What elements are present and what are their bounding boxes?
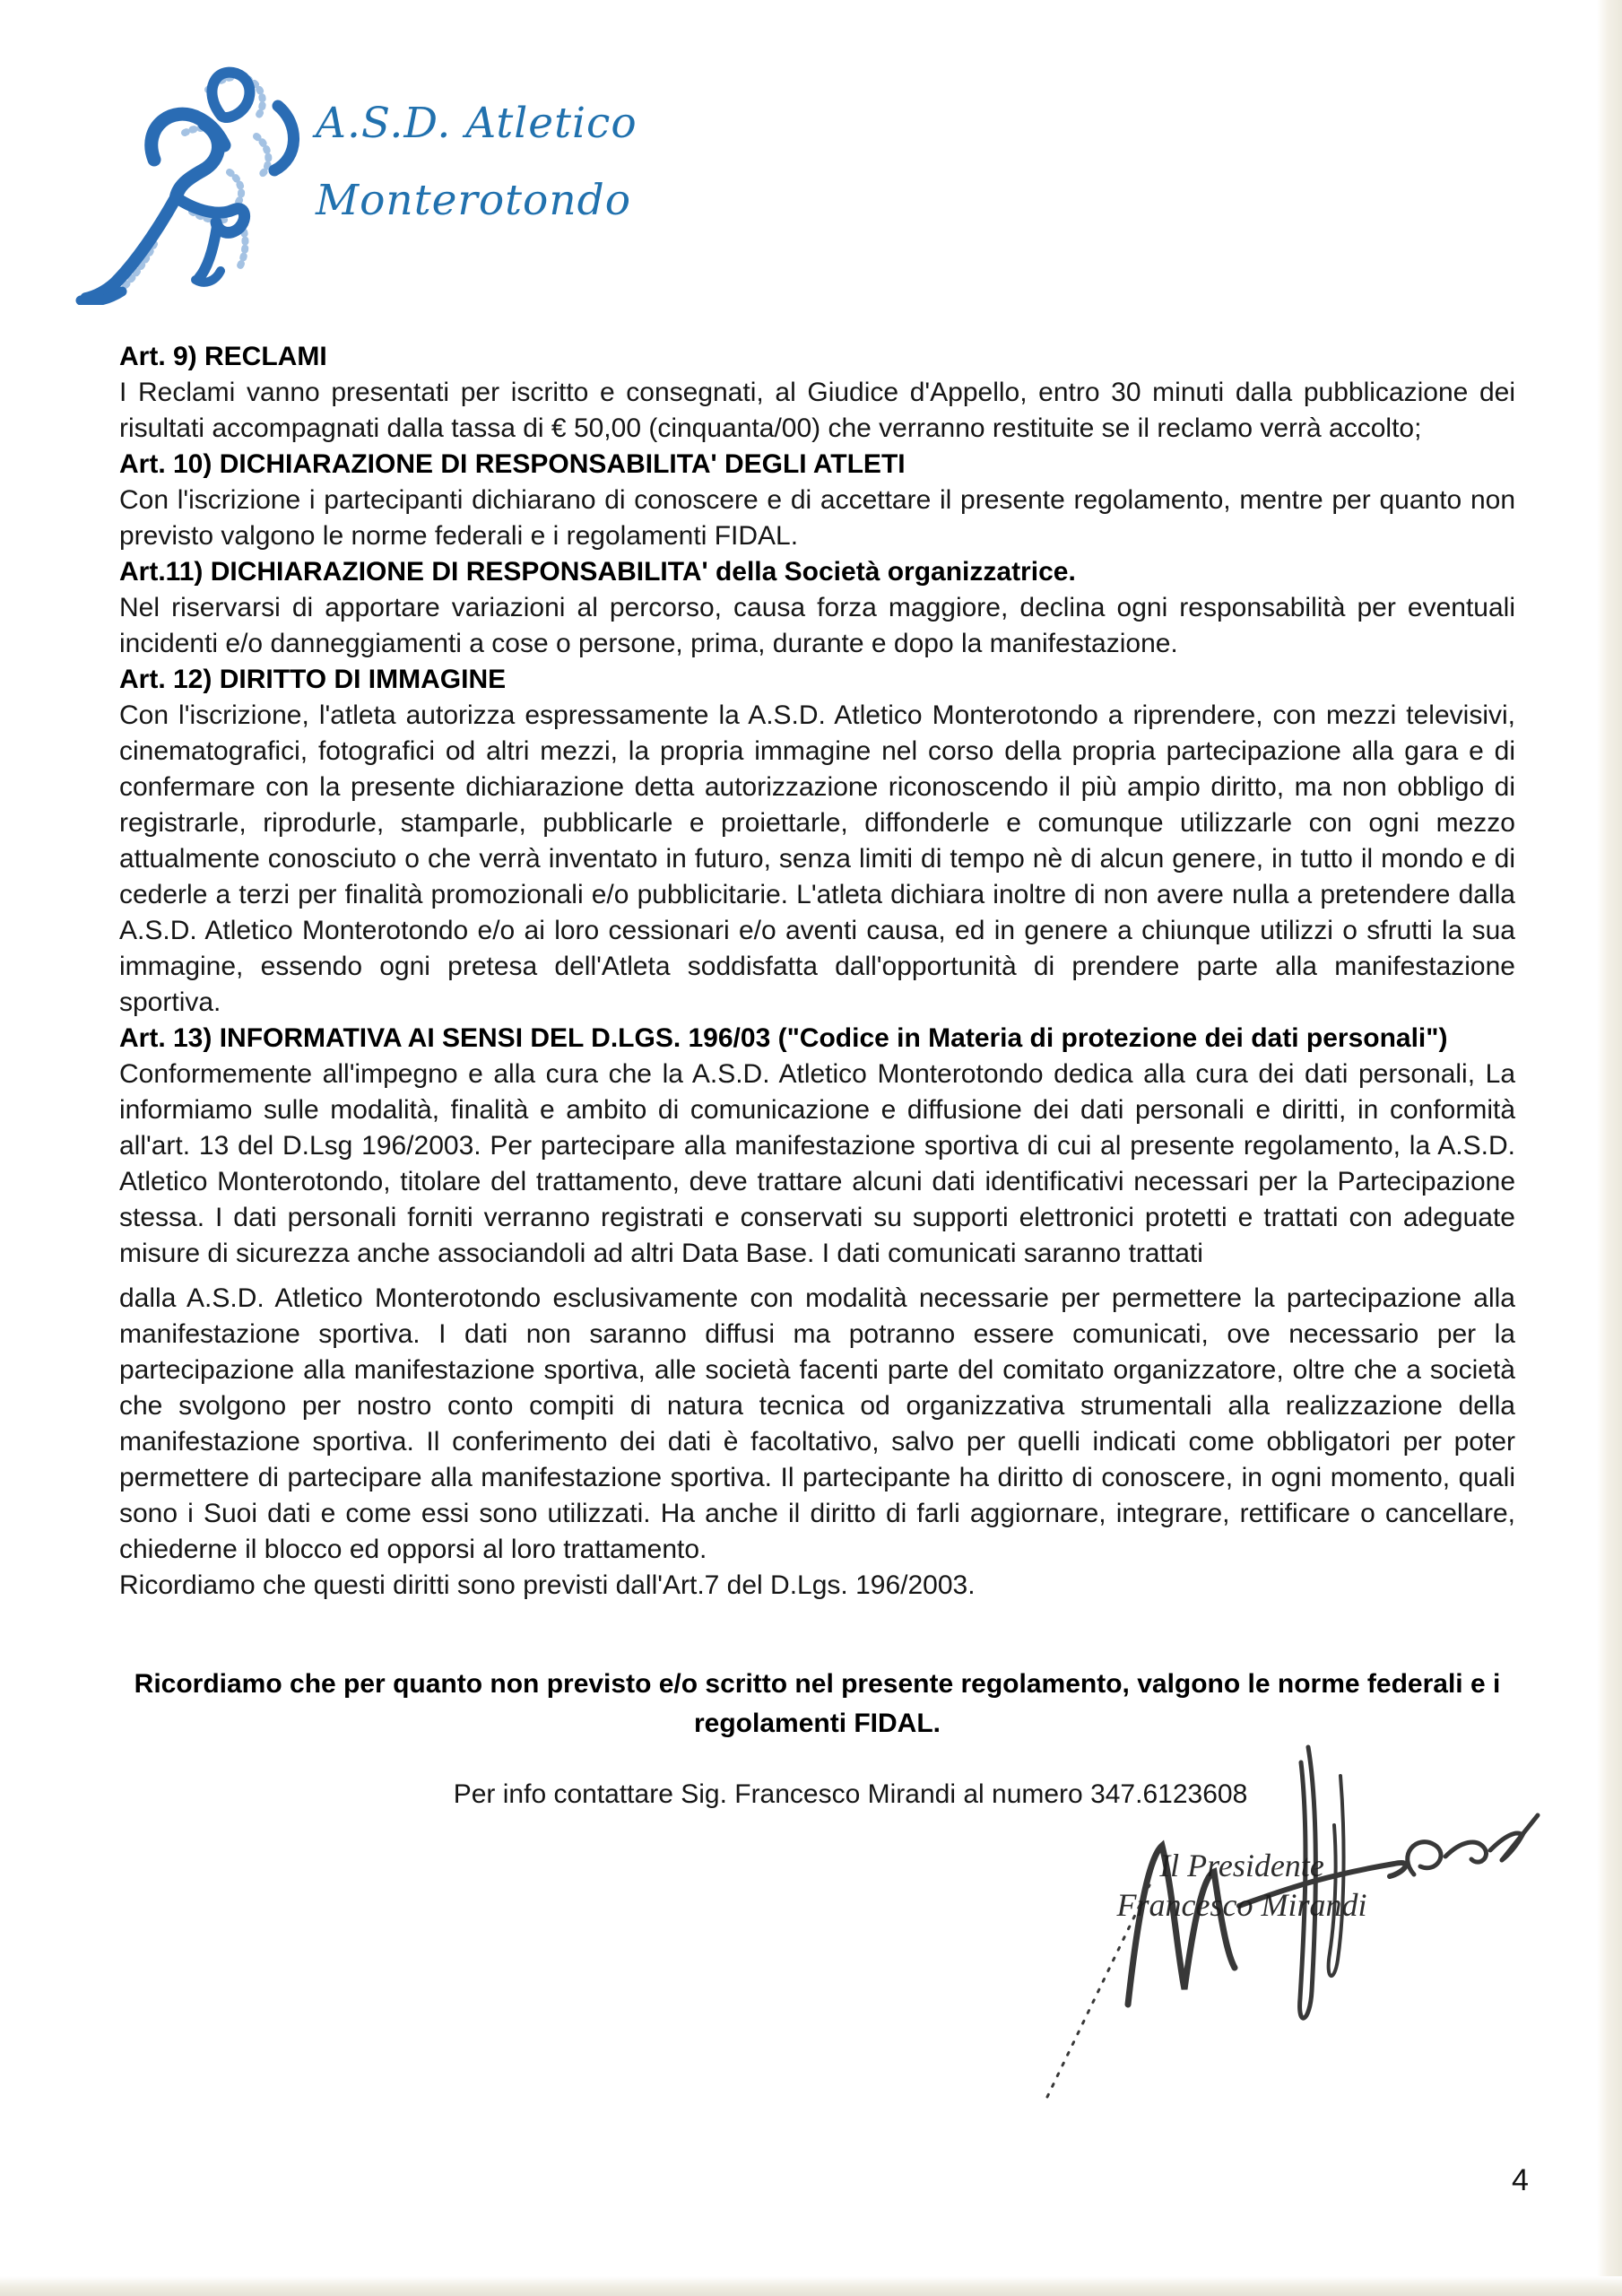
scan-edge-bottom: [0, 2276, 1622, 2296]
article-10-heading: Art. 10) DICHIARAZIONE DI RESPONSABILITA' DEGLI ATLETI: [119, 449, 906, 479]
logo-text-line1: A.S.D. Atletico: [316, 99, 638, 148]
article-10-text: Con l'iscrizione i partecipanti dichiarano di conoscere e di accettare il presente regolamento, mentre per quanto non previsto valgono le norme federali e i regolamenti FIDAL.: [119, 485, 1515, 551]
runner-logo-icon: [72, 36, 323, 305]
document-body: [119, 339, 1515, 1604]
page-number: 4: [1512, 2163, 1529, 2197]
contact-line: Per info contattare Sig. Francesco Mirandi al numero 347.6123608: [453, 1779, 1248, 1809]
article-13-heading: Art. 13) INFORMATIVA AI SENSI DEL D.LGS. 196/03 ("Codice in Materia di protezione dei dati personali"): [119, 1023, 1448, 1053]
article-12-text: Con l'iscrizione, l'atleta autorizza espressamente la A.S.D. Atletico Monterotondo a riprendere, con mezzi televisivi, cinematografici, fotografici od altri mezzi, la propria immagine nel corso della propria partecipazione alla gara e di confermare con la presente dichiarazione detta autorizzazione riconoscendo il più ampio diritto, ma non obbligo di registrarle, riprodurle, stamparle, pubblicarle e proiettarle, diffonderle e comunque utilizzarle con ogni mezzo attualmente conosciuto o che verrà inventato in futuro, senza limiti di tempo nè di alcun genere, in tutto il mondo e di cederle a terzi per finalità promozionali e/o pubblicitarie. L'atleta dichiara inoltre di non avere nulla a pretendere dalla A.S.D. Atletico Monterotondo e/o ai loro cessionari e/o aventi causa, ed in genere a chiunque utilizzi o sfrutti la sua immagine, essendo ogni pretesa dell'Atleta soddisfatta dall'opportunità di prendere parte alla manifestazione sportiva.: [119, 700, 1515, 1017]
article-11-text: Nel riservarsi di apportare variazioni al percorso, causa forza maggiore, declina ogni responsabilità per eventuali incidenti e/o danneggiamenti a cose o persone, prima, durante e dopo la manifestazione.: [119, 593, 1515, 658]
signature-name: Francesco Mirandi: [1116, 1887, 1367, 1923]
article-12-heading: Art. 12) DIRITTO DI IMMAGINE: [119, 665, 507, 694]
article-13-text-3: Ricordiamo che questi diritti sono previsti dall'Art.7 del D.Lgs. 196/2003.: [119, 1570, 976, 1600]
handwritten-signature: [1013, 1740, 1605, 2117]
article-11-heading: Art.11) DICHIARAZIONE DI RESPONSABILITA' della Società organizzatrice.: [119, 557, 1076, 587]
logo-text-line2: Monterotondo: [316, 176, 631, 225]
signature-role: Il Presidente: [1159, 1848, 1324, 1883]
article-13-text-2: dalla A.S.D. Atletico Monterotondo esclusivamente con modalità necessarie per permettere la partecipazione alla manifestazione sportiva. I dati non saranno diffusi ma potranno essere comunicati, ove necessario per la partecipazione alla manifestazione sportiva, alle società facenti parte del comitato organizzatore, oltre che a società che svolgono per nostro conto compiti di natura tecnica od organizzativa strumentali alla realizzazione della manifestazione sportiva. Il conferimento dei dati è facoltativo, salvo per quelli indicati come obbligatori per poter permettere di partecipare alla manifestazione sportiva. Il partecipante ha diritto di conoscere, in ogni momento, quali sono i Suoi dati e come essi sono utilizzati. Ha anche il diritto di farli aggiornare, integrare, rettificare o cancellare, chiederne il blocco ed opporsi al loro trattamento.: [119, 1283, 1515, 1564]
article-13-text-1: Conformemente all'impegno e alla cura che la A.S.D. Atletico Monterotondo dedica alla cura dei dati personali, La informiamo sulle modalità, finalità e ambito di comunicazione e diffusione dei dati personali e diritti, in conformità all'art. 13 del D.Lsg 196/2003. Per partecipare alla manifestazione sportiva di cui al presente regolamento, la A.S.D. Atletico Monterotondo, titolare del trattamento, deve trattare alcuni dati identificativi necessari per la Partecipazione stessa. I dati personali forniti verranno registrati e conservati su supporti elettronici protetti e trattati con adeguate misure di sicurezza anche associandoli ad altri Data Base. I dati comunicati saranno trattati: [119, 1059, 1515, 1268]
article-9-text: I Reclami vanno presentati per iscritto e consegnati, al Giudice d'Appello, entro 30 minuti dalla pubblicazione dei risultati accompagnati dalla tassa di € 50,00 (cinquanta/00) che verranno restituite se il reclamo verrà accolto;: [119, 378, 1515, 443]
final-note: Ricordiamo che per quanto non previsto e/o scritto nel presente regolamento, valgono le norme federali e i regolamenti FIDAL.: [134, 1669, 1501, 1738]
scan-edge-right: [1597, 0, 1622, 2296]
article-9-heading: Art. 9) RECLAMI: [119, 342, 327, 371]
